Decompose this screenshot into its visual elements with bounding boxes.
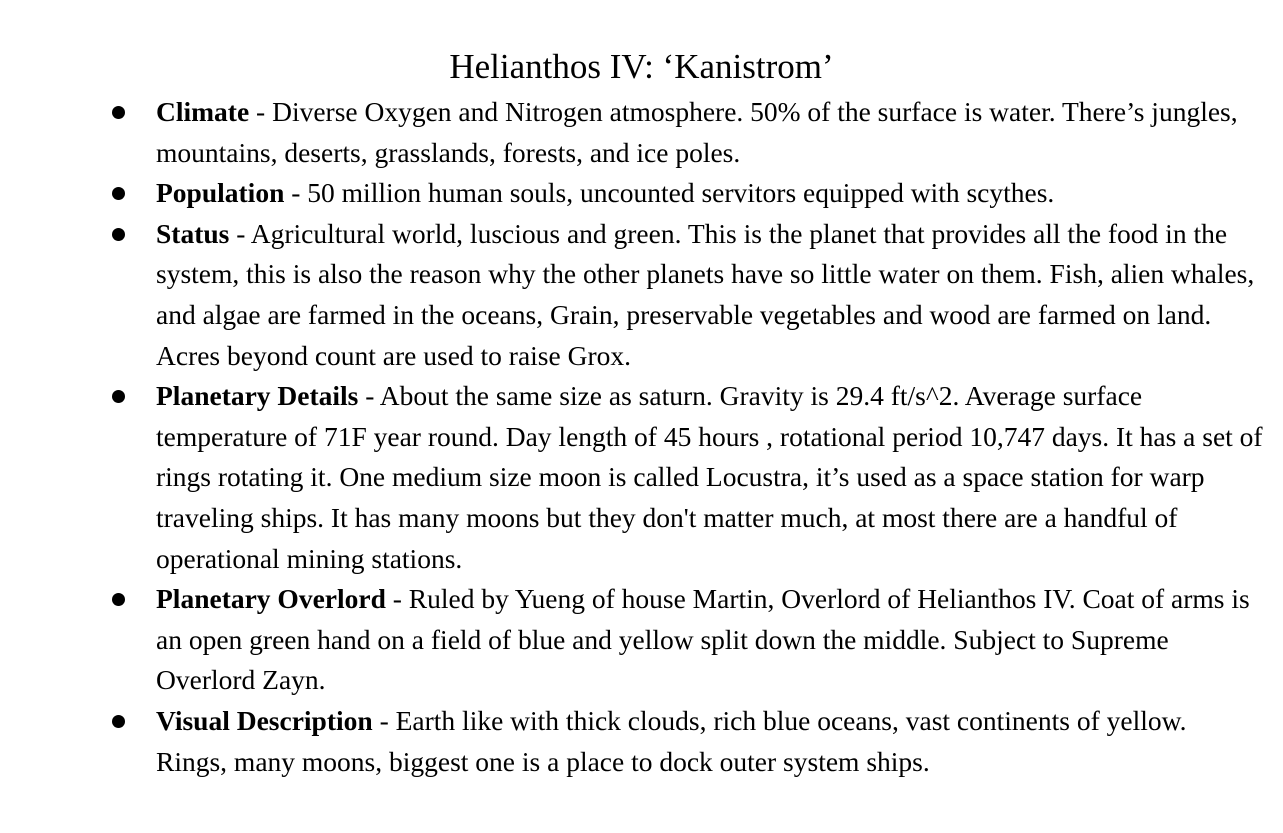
bullet-icon [112, 715, 125, 728]
list-item-climate [0, 92, 1283, 173]
list-item-visual-description [0, 701, 1283, 782]
bullet-icon [112, 390, 125, 403]
list-item-population [0, 173, 1283, 214]
item-separator: - [385, 583, 409, 615]
item-term: Visual Description [156, 704, 373, 736]
item-term: Population [156, 177, 285, 209]
item-separator: - [372, 704, 396, 736]
item-term: Planetary Overlord [156, 583, 386, 615]
item-text: 50 million human souls, uncounted servitors equipped with scythes. [307, 177, 1055, 209]
item-text: Ruled by Yueng of house Martin, Overlord of Helianthos IV. Coat of arms is an open green hand on a field of blue and yellow split down the middle. Subject to Supreme Overlord Zayn. [156, 583, 1250, 696]
bullet-list [0, 92, 1283, 782]
item-text: Diverse Oxygen and Nitrogen atmosphere. 50% of the surface is water. There’s jungles, mountains, deserts, grasslands, forests, and ice poles. [156, 96, 1238, 168]
item-term: Climate [156, 96, 250, 127]
item-text: About the same size as saturn. Gravity is 29.4 ft/s^2. Average surface temperature of 71F year round. Day length of 45 hours , rotational period 10,747 days. It has a set of rings rotating it. One medium size moon is called Locustra, it’s used as a space station for warp traveling ships. It has many moons but they don't matter much, at most there are a handful of operational mining stations. [156, 380, 1263, 574]
bullet-icon [112, 593, 125, 606]
item-text: Agricultural world, luscious and green. This is the planet that provides all the food in the system, this is also the reason why the other planets have so little water on them. Fish, alien whales, and algae are farmed in the oceans, Grain, preservable vegetables and wood are farmed on land. Acres beyond count are used to raise Grox. [156, 217, 1255, 371]
bullet-icon [112, 106, 125, 119]
item-term: Planetary Details [156, 380, 359, 412]
list-item-status [0, 214, 1283, 376]
item-separator: - [284, 177, 308, 209]
list-item-planetary-details [0, 376, 1283, 579]
item-term: Status [156, 217, 230, 249]
list-item-planetary-overlord [0, 579, 1283, 701]
item-text: Earth like with thick clouds, rich blue oceans, vast continents of yellow. Rings, many moons, biggest one is a place to dock outer system ships. [156, 704, 1187, 777]
item-separator: - [249, 96, 273, 127]
bullet-icon [112, 228, 125, 241]
document-title: Helianthos IV: ‘Kanistrom’ [449, 47, 834, 86]
item-separator: - [358, 380, 380, 412]
bullet-icon [112, 187, 125, 200]
item-separator: - [229, 217, 251, 249]
